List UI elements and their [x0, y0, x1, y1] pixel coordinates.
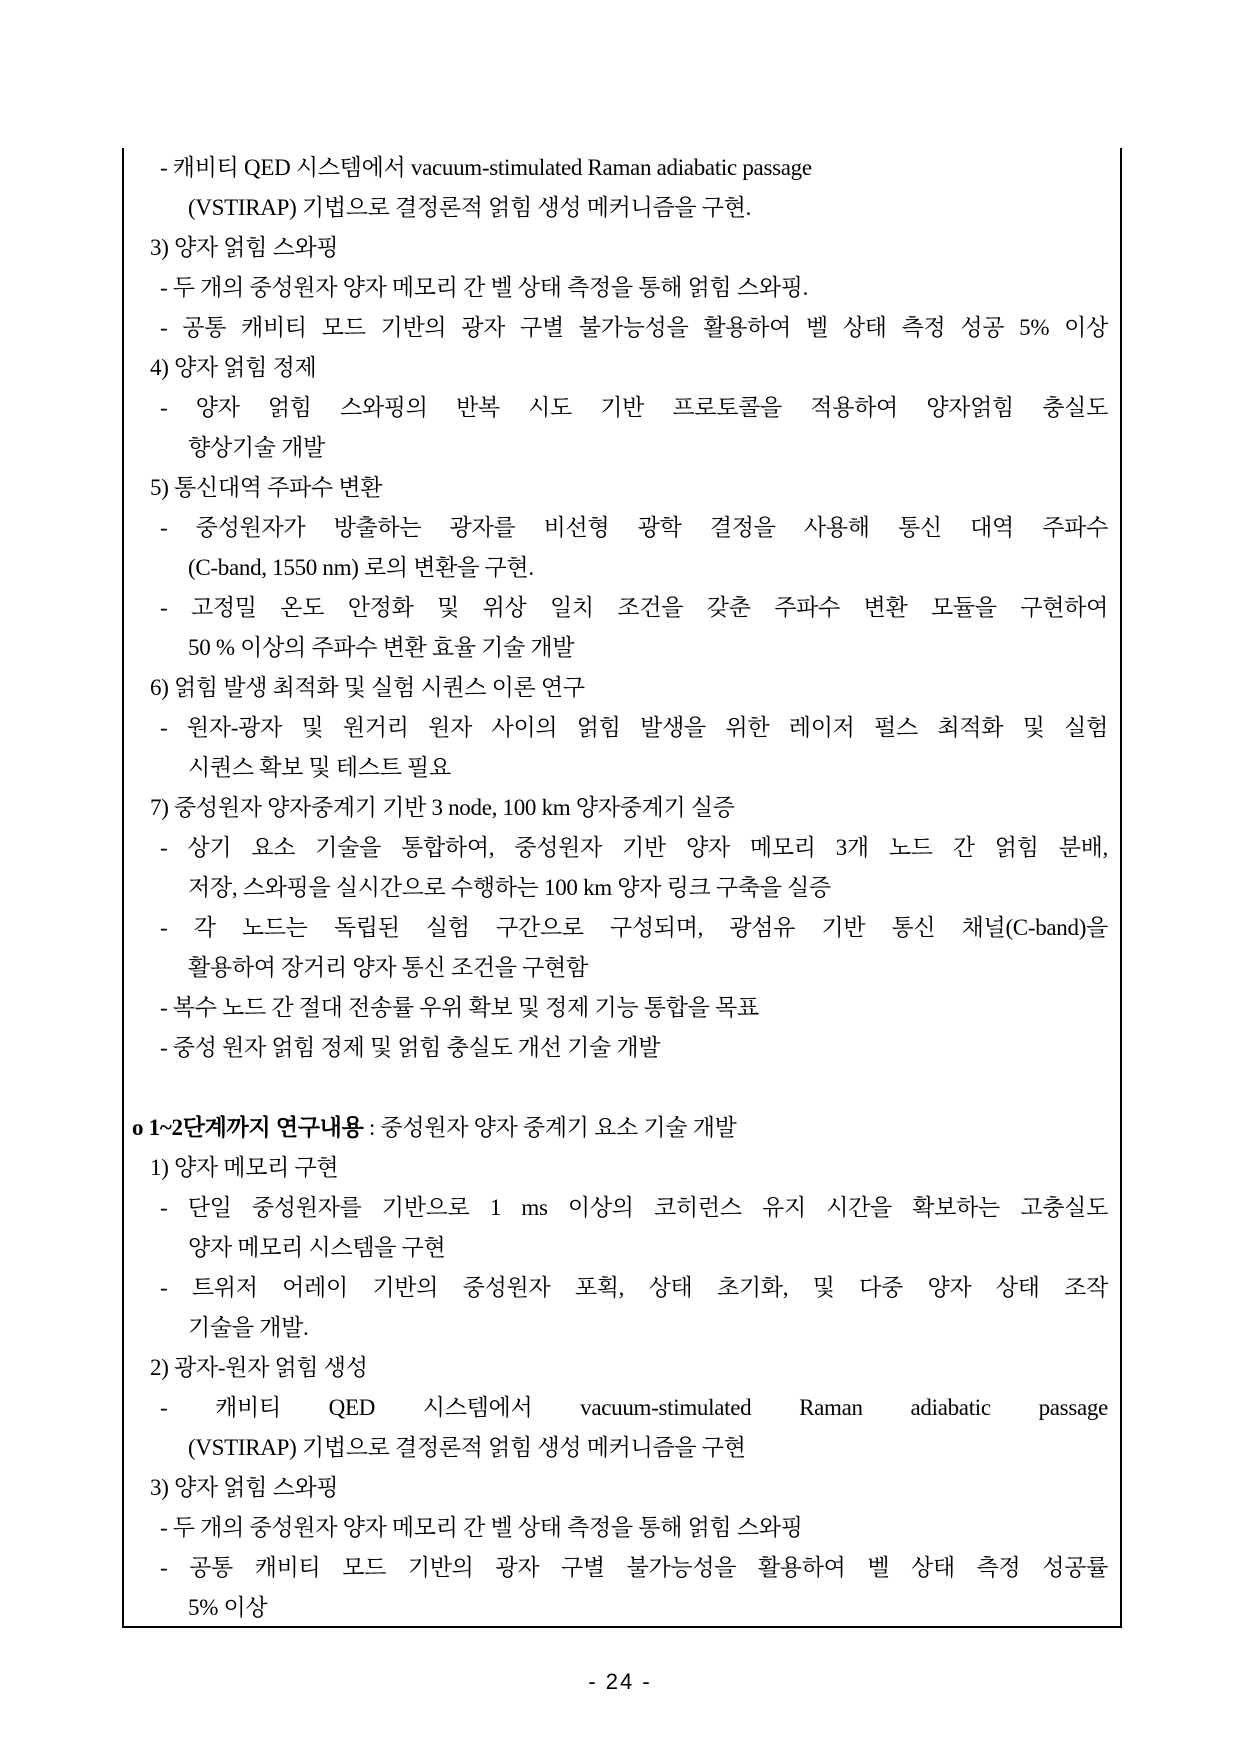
text-line: - 캐비티 QED 시스템에서 vacuum-stimulated Raman adiabatic passage [160, 155, 812, 180]
text-line: - 두 개의 중성원자 양자 메모리 간 벨 상태 측정을 통해 얽힘 스와핑. [160, 275, 809, 300]
text-line: - 각 노드는 독립된 실험 구간으로 구성되며, 광섬유 기반 통신 채널(C-band)을 [160, 915, 1108, 940]
section-header-bold: o 1~2단계까지 연구내용 [132, 1115, 364, 1140]
content-box [122, 148, 1122, 1628]
text-line: - 공통 캐비티 모드 기반의 광자 구별 불가능성을 활용하여 벨 상태 측정 성공률 [160, 1555, 1108, 1580]
text-line: 양자 메모리 시스템을 구현 [188, 1235, 446, 1260]
text-line: - 원자-광자 및 원거리 원자 사이의 얽힘 발생을 위한 레이저 펄스 최적화 및 실험 [160, 715, 1108, 740]
text-line: 향상기술 개발 [188, 435, 325, 460]
text-line: - 고정밀 온도 안정화 및 위상 일치 조건을 갖춘 주파수 변환 모듈을 구현하여 [160, 595, 1108, 620]
text-line: 활용하여 장거리 양자 통신 조건을 구현함 [188, 955, 588, 980]
section-header [132, 1108, 1108, 1148]
text-line: 3) 양자 얽힘 스와핑 [150, 235, 339, 260]
text-line: 6) 얽힘 발생 최적화 및 실험 시퀀스 이론 연구 [150, 675, 585, 700]
text-line: 기술을 개발. [188, 1315, 309, 1340]
section-header-rest: : 중성원자 양자 중계기 요소 기술 개발 [363, 1115, 737, 1140]
text-line: - 상기 요소 기술을 통합하여, 중성원자 기반 양자 메모리 3개 노드 간 얽힘 분배, [160, 835, 1108, 860]
page-number: - 24 - [588, 1669, 652, 1694]
text-line: - 양자 얽힘 스와핑의 반복 시도 기반 프로토콜을 적용하여 양자얽힘 충실도 [160, 395, 1108, 420]
text-line: 시퀀스 확보 및 테스트 필요 [188, 755, 451, 780]
text-line: 저장, 스와핑을 실시간으로 수행하는 100 km 양자 링크 구축을 실증 [188, 875, 831, 900]
text-line: 7) 중성원자 양자중계기 기반 3 node, 100 km 양자중계기 실증 [150, 795, 735, 820]
text-line: - 단일 중성원자를 기반으로 1 ms 이상의 코히런스 유지 시간을 확보하는 고충실도 [160, 1195, 1108, 1220]
text-line: - 복수 노드 간 절대 전송률 우위 확보 및 정제 기능 통합을 목표 [160, 995, 759, 1020]
text-line: 4) 양자 얽힘 정제 [150, 355, 317, 380]
text-line: - 두 개의 중성원자 양자 메모리 간 벨 상태 측정을 통해 얽힘 스와핑 [160, 1515, 803, 1540]
text-line: - 중성원자가 방출하는 광자를 비선형 광학 결정을 사용해 통신 대역 주파수 [160, 515, 1108, 540]
text-line: 5% 이상 [188, 1595, 268, 1620]
text-line: 3) 양자 얽힘 스와핑 [150, 1475, 339, 1500]
text-line: (VSTIRAP) 기법으로 결정론적 얽힘 생성 메커니즘을 구현. [188, 195, 752, 220]
text-line: 50 % 이상의 주파수 변환 효율 기술 개발 [188, 635, 575, 660]
text-line: 2) 광자-원자 얽힘 생성 [150, 1355, 368, 1380]
text-line: - 중성 원자 얽힘 정제 및 얽힘 충실도 개선 기술 개발 [160, 1035, 661, 1060]
text-line: 1) 양자 메모리 구현 [150, 1155, 339, 1180]
text-line: - 공통 캐비티 모드 기반의 광자 구별 불가능성을 활용하여 벨 상태 측정 성공 5% 이상 [160, 315, 1108, 340]
text-line: (VSTIRAP) 기법으로 결정론적 얽힘 생성 메커니즘을 구현 [188, 1435, 746, 1460]
text-line: (C-band, 1550 nm) 로의 변환을 구현. [188, 555, 534, 580]
text-line: - 캐비티 QED 시스템에서 vacuum-stimulated Raman adiabatic passage [160, 1395, 1108, 1420]
text-line: - 트위저 어레이 기반의 중성원자 포획, 상태 초기화, 및 다중 양자 상태 조작 [160, 1275, 1108, 1300]
text-line: 5) 통신대역 주파수 변환 [150, 475, 383, 500]
blank-line [124, 1068, 1108, 1108]
